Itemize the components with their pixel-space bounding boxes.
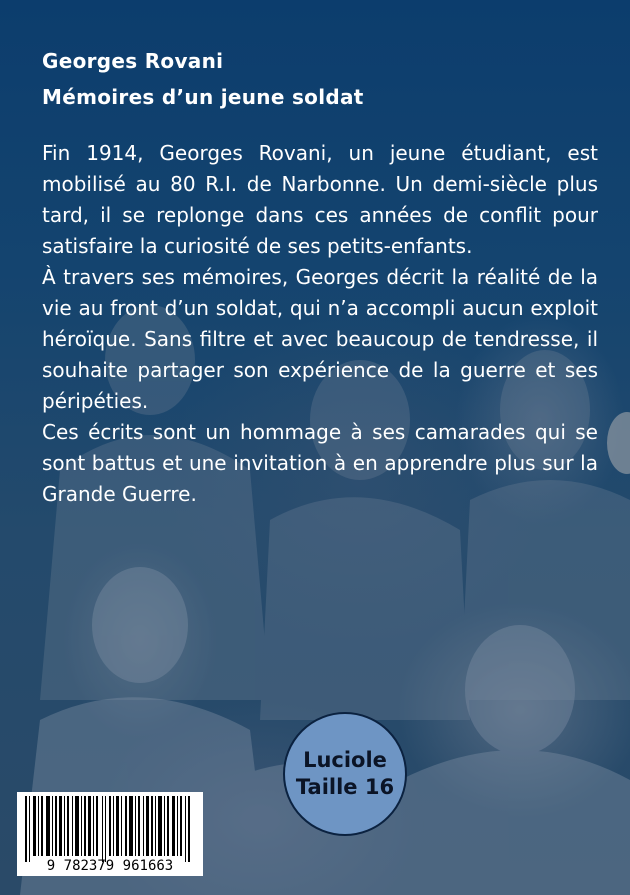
badge-size: Taille 16 bbox=[295, 775, 395, 799]
isbn-group-2: 961663 bbox=[122, 858, 174, 874]
badge-font-name: Luciole bbox=[303, 748, 387, 772]
isbn-number bbox=[17, 858, 203, 874]
author-name: Georges Rovani bbox=[42, 49, 224, 73]
book-title: Mémoires d’un jeune soldat bbox=[42, 85, 364, 109]
blurb-paragraph-2: À travers ses mémoires, Georges décrit la réalité de la vie au front d’un soldat, qui n’a accompli aucun exploit héroïque. Sans filtre et avec beaucoup de tendresse, il souhaite partager son expérience de la guerre et ses péripéties. bbox=[42, 265, 598, 413]
blurb-paragraph-1: Fin 1914, Georges Rovani, un jeune étudiant, est mobilisé au 80 R.I. de Narbonne. Un demi-siècle plus tard, il se replonge dans ces années de conflit pour satisfaire la curiosité de ses petits-enfants. bbox=[42, 141, 598, 258]
blurb-paragraph-3: Ces écrits sont un hommage à ses camarades qui se sont battus et une invitation à en apprendre plus sur la Grande Guerre. bbox=[42, 420, 598, 506]
text-block bbox=[42, 46, 598, 510]
isbn-barcode bbox=[17, 792, 203, 876]
blurb bbox=[42, 138, 598, 510]
barcode-bars bbox=[17, 792, 203, 862]
font-size-badge bbox=[283, 712, 407, 836]
isbn-prefix: 9 bbox=[46, 858, 56, 874]
isbn-group-1: 782379 bbox=[63, 858, 115, 874]
